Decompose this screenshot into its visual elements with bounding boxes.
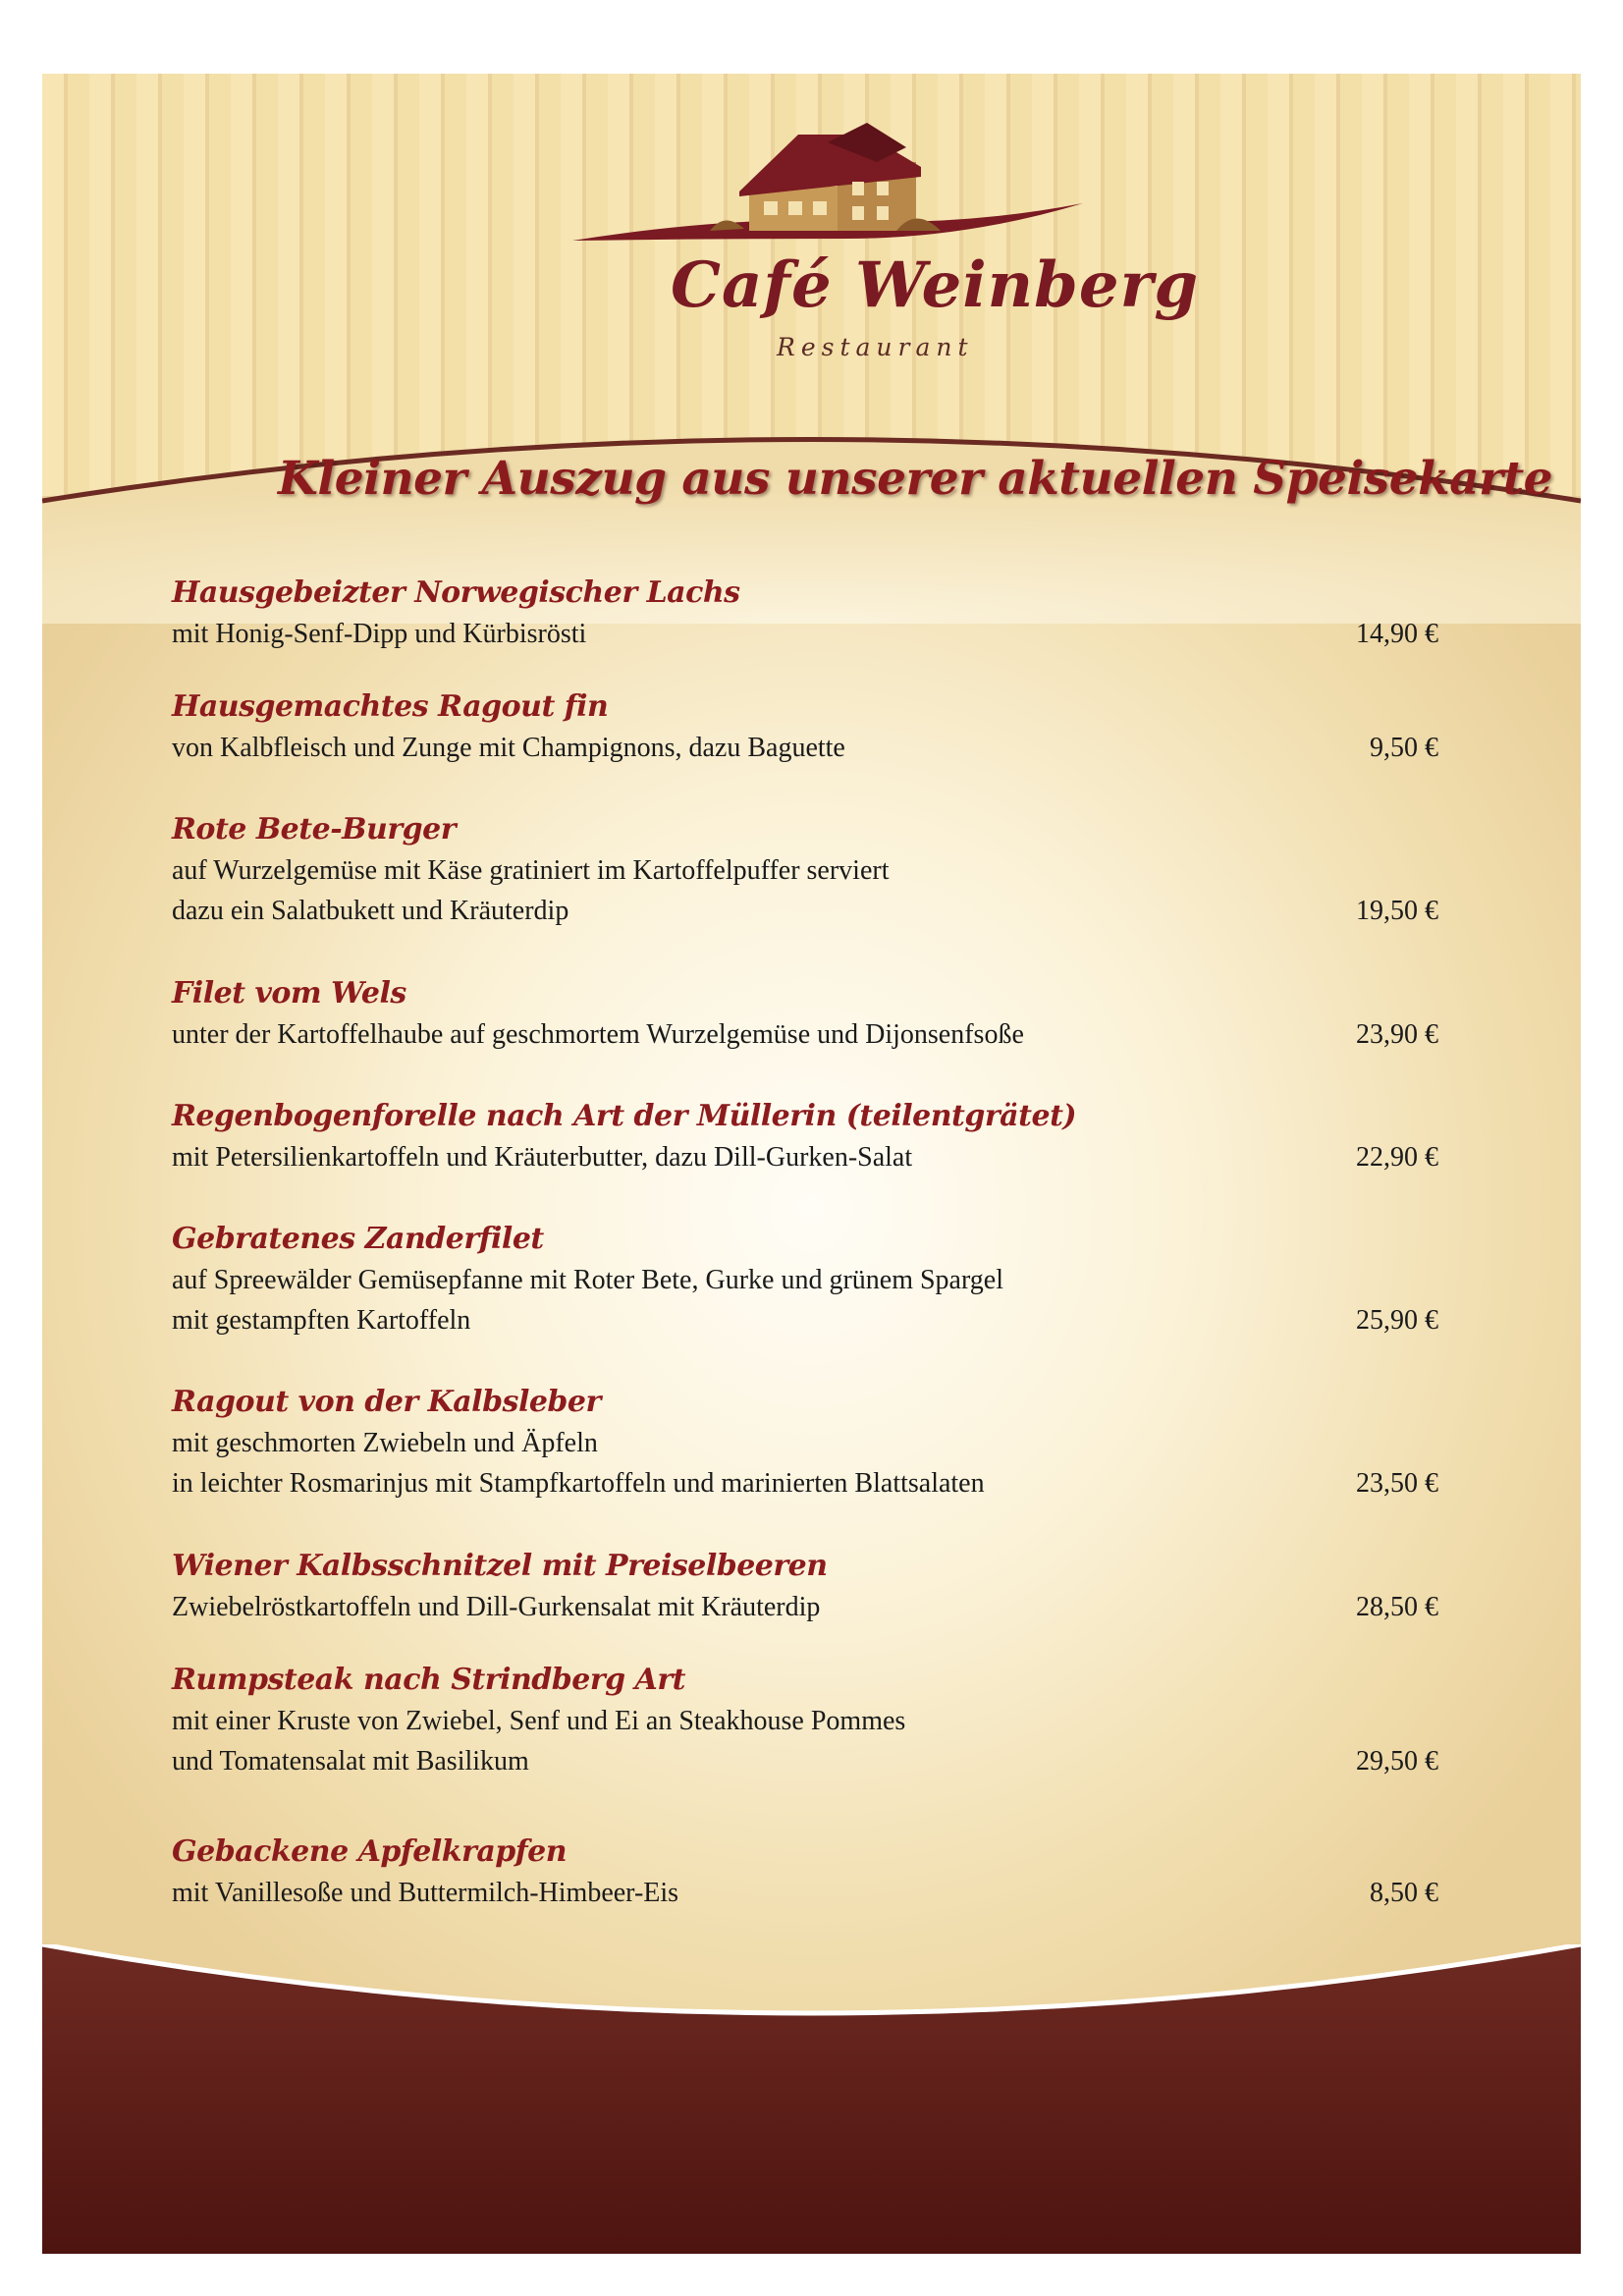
menu-item bbox=[172, 973, 1438, 1055]
item-description: mit Petersilienkartoffeln und Kräuterbutter, dazu Dill-Gurken-Salat bbox=[172, 1142, 913, 1173]
item-description: von Kalbfleisch und Zunge mit Champignons, dazu Baguette bbox=[172, 733, 845, 763]
footer-band bbox=[42, 1944, 1581, 2254]
item-description: in leichter Rosmarinjus mit Stampfkartoffeln und marinierten Blattsalaten bbox=[172, 1468, 985, 1499]
menu-page bbox=[42, 74, 1581, 2254]
item-name: Wiener Kalbsschnitzel mit Preiselbeeren bbox=[172, 1549, 828, 1583]
menu-item bbox=[172, 1219, 1438, 1340]
item-name: Filet vom Wels bbox=[172, 976, 406, 1011]
item-name: Regenbogenforelle nach Art der Müllerin (teilentgrätet) bbox=[172, 1099, 1077, 1133]
item-name: Hausgemachtes Ragout fin bbox=[172, 689, 609, 724]
page-title: Kleiner Auszug aus unserer aktuellen Speisekarte bbox=[278, 452, 1553, 506]
item-price: 9,50 € bbox=[1370, 733, 1438, 763]
menu-item bbox=[172, 1831, 1438, 1913]
brand-name: Café Weinberg bbox=[671, 248, 1200, 322]
menu-item bbox=[172, 686, 1438, 768]
item-price: 29,50 € bbox=[1356, 1746, 1438, 1777]
brand-subtitle: Restaurant bbox=[777, 333, 974, 361]
menu-item bbox=[172, 1546, 1438, 1627]
menu-item bbox=[172, 1096, 1438, 1177]
item-description: mit Honig-Senf-Dipp und Kürbisrösti bbox=[172, 619, 587, 649]
item-price: 23,90 € bbox=[1356, 1019, 1438, 1050]
item-description: mit geschmorten Zwiebeln und Äpfeln bbox=[172, 1428, 598, 1458]
menu-item bbox=[172, 1660, 1438, 1781]
item-price: 8,50 € bbox=[1370, 1878, 1438, 1908]
item-price: 25,90 € bbox=[1356, 1305, 1438, 1336]
item-price: 14,90 € bbox=[1356, 619, 1438, 649]
menu-item bbox=[172, 809, 1438, 931]
item-price: 22,90 € bbox=[1356, 1142, 1438, 1173]
item-name: Rumpsteak nach Strindberg Art bbox=[172, 1663, 685, 1697]
item-price: 23,50 € bbox=[1356, 1468, 1438, 1499]
item-description: Zwiebelröstkartoffeln und Dill-Gurkensalat mit Kräuterdip bbox=[172, 1592, 821, 1622]
menu-item bbox=[172, 1382, 1438, 1503]
item-description: dazu ein Salatbukett und Kräuterdip bbox=[172, 896, 569, 926]
item-description: unter der Kartoffelhaube auf geschmortem Wurzelgemüse und Dijonsenfsoße bbox=[172, 1019, 1024, 1050]
item-description: und Tomatensalat mit Basilikum bbox=[172, 1746, 529, 1777]
item-description: auf Spreewälder Gemüsepfanne mit Roter Bete, Gurke und grünem Spargel bbox=[172, 1265, 1003, 1295]
item-description: mit Vanillesoße und Buttermilch-Himbeer-Eis bbox=[172, 1878, 679, 1908]
item-name: Hausgebeizter Norwegischer Lachs bbox=[172, 575, 740, 610]
item-name: Ragout von der Kalbsleber bbox=[172, 1385, 601, 1419]
item-description: auf Wurzelgemüse mit Käse gratiniert im Kartoffelpuffer serviert bbox=[172, 855, 890, 886]
item-name: Gebratenes Zanderfilet bbox=[172, 1222, 544, 1256]
item-name: Gebackene Apfelkrapfen bbox=[172, 1834, 568, 1869]
item-name: Rote Bete-Burger bbox=[172, 812, 457, 847]
menu-item bbox=[172, 573, 1438, 654]
item-price: 28,50 € bbox=[1356, 1592, 1438, 1622]
item-price: 19,50 € bbox=[1356, 896, 1438, 926]
item-description: mit einer Kruste von Zwiebel, Senf und Ei an Steakhouse Pommes bbox=[172, 1706, 906, 1736]
item-description: mit gestampften Kartoffeln bbox=[172, 1305, 471, 1336]
